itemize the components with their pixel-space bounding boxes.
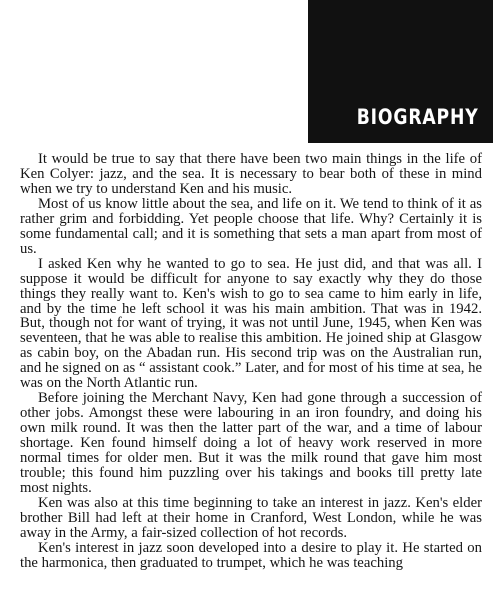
paragraph: Before joining the Merchant Navy, Ken had gone through a succession of other jobs. Amongst these were labouring in an iron foundry, and doing his own milk round. It was then the latter part of the war, and a time of labour shortage. Ken found himself doing a lot of heavy work reserved in more normal times for older men. But it was the milk round that gave him most trouble; this found him puzzling over his takings and books till pretty late most nights.: [20, 390, 482, 496]
paragraph: It would be true to say that there have been two main things in the life of Ken Colyer: jazz, and the sea. It is necessary to bear both of these in mind when we try to understand Ken and his music.: [20, 151, 482, 197]
paragraph: Ken was also at this time beginning to take an interest in jazz. Ken's elder brother Bill had left at their home in Cranford, West London, while he was away in the Army, a fair-sized collection of hot records.: [20, 494, 482, 541]
header-block: [308, 0, 493, 143]
page-title: BIOGRAPHY: [357, 105, 479, 129]
paragraph: Ken's interest in jazz soon developed into a desire to play it. He started on the harmonica, then graduated to trumpet, which he was teaching: [20, 539, 482, 571]
article-body: [20, 152, 482, 571]
paragraph: Most of us know little about the sea, and life on it. We tend to think of it as rather grim and forbidding. Yet people choose that life. Why? Certainly it is some fundamental call; and it is something that sets a man apart from most of us.: [20, 195, 482, 257]
paragraph: I asked Ken why he wanted to go to sea. He just did, and that was all. I suppose it would be difficult for anyone to say exactly why they do those things they really want to. Ken's wish to go to sea came to him early in life, and by the time he left school it was his main ambition. That was in 1942. But, though not for want of trying, it was not until June, 1945, when Ken was seventeen, that he was able to realise this ambition. He joined ship at Glasgow as cabin boy, on the Abadan run. His second trip was on the Australian run, and he signed on as “ assistant cook.” Later, and for most of his time at sea, he was on the North Atlantic run.: [20, 255, 482, 392]
